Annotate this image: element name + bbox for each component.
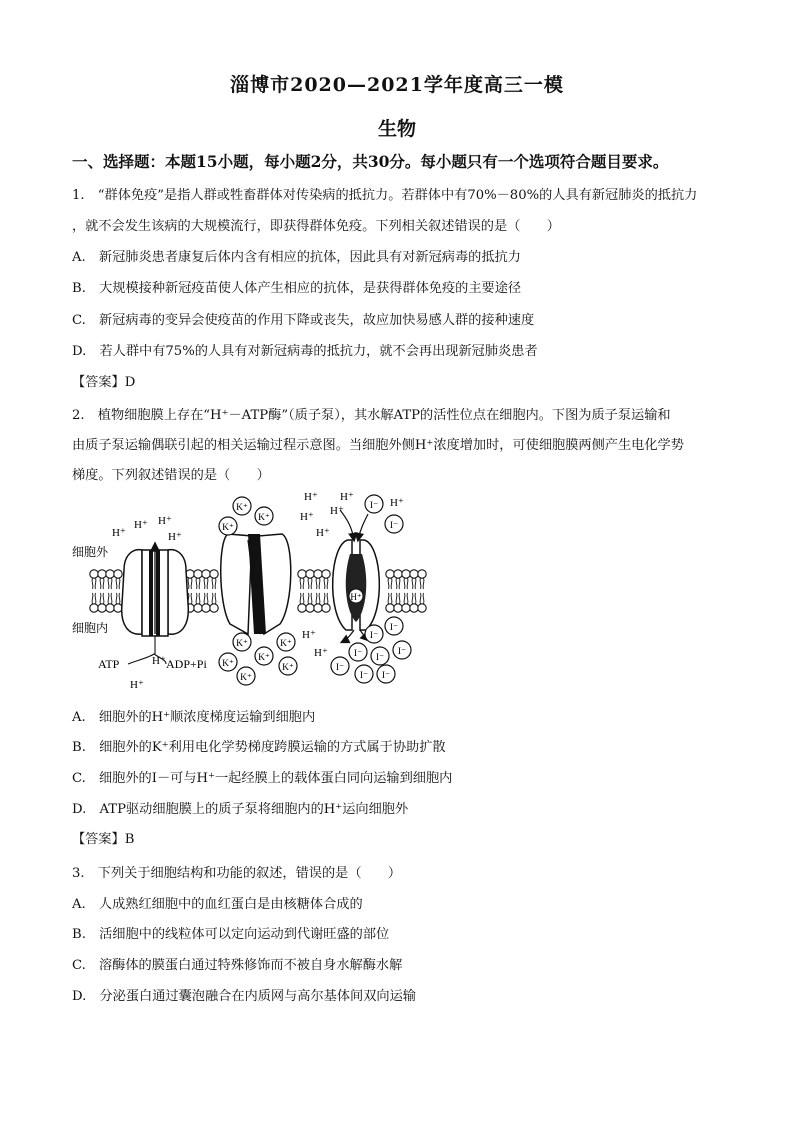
q3-option-d: D. 分泌蛋白通过囊泡融合在内质网与高尔基体间双向运输 [72, 989, 416, 1004]
lipid-head [418, 570, 426, 589]
k-ion: K⁺ [280, 639, 292, 649]
lipid-head [194, 593, 202, 612]
q2-option-d: D. ATP驱动细胞膜上的质子泵将细胞内的H⁺运向细胞外 [72, 802, 409, 817]
i-ion: I⁻ [359, 671, 369, 681]
lipid-head [90, 570, 98, 589]
i-ion: I⁻ [381, 671, 391, 681]
lipid-head [418, 593, 426, 612]
h-ion: H⁺ [314, 647, 328, 659]
h-ion: H⁺ [340, 491, 354, 503]
q3-stem: 3. 下列关于细胞结构和功能的叙述，错误的是（ ） [72, 866, 402, 881]
q3-option-a: A. 人成熟红细胞中的血红蛋白是由核糖体合成的 [72, 897, 363, 912]
svg-text:H⁺: H⁺ [350, 592, 362, 602]
h-ion: H⁺ [316, 527, 330, 539]
label-atp: ATP [98, 657, 120, 671]
h-ion: H⁺ [130, 679, 144, 691]
label-adp: ADP+Pi [166, 657, 207, 671]
proton-pump-diagram [68, 484, 448, 698]
lipid-head [202, 570, 210, 589]
lipid-head [298, 570, 306, 589]
q2-stem-line2: 由质子泵运输偶联引起的相关运输过程示意图。当细胞外侧H⁺浓度增加时，可使细胞膜两侧产生电化学势 [72, 438, 684, 453]
i-ion: I⁻ [375, 653, 385, 663]
lipid-head [202, 593, 210, 612]
q2-stem-line3: 梯度。下列叙述错误的是（ ） [72, 468, 270, 483]
k-ions-outside [219, 497, 273, 535]
k-ion: K⁺ [282, 663, 294, 673]
lipid-head [314, 593, 322, 612]
lipid-head [210, 593, 218, 612]
k-ion: K⁺ [240, 673, 252, 683]
lipid-head [194, 570, 202, 589]
i-ion: I⁻ [353, 649, 363, 659]
lipid-head [210, 570, 218, 589]
lipid-head [410, 593, 418, 612]
q2-option-a: A. 细胞外的H⁺顺浓度梯度运输到细胞内 [72, 710, 316, 725]
h-ion: H⁺ [390, 497, 404, 509]
k-ion: K⁺ [222, 523, 234, 533]
lipid-head [106, 570, 114, 589]
q3-option-b: B. 活细胞中的线粒体可以定向运动到代谢旺盛的部位 [72, 927, 390, 942]
q2-answer: 【答案】B [72, 832, 135, 847]
k-ion: K⁺ [258, 513, 270, 523]
page-title: 淄博市2020—2021学年度高三一模 [230, 74, 564, 96]
lipid-head [98, 593, 106, 612]
lipid-head [314, 570, 322, 589]
h-ion: H⁺ [300, 511, 314, 523]
q1-stem-line1: 1. “群体免疫”是指人群或牲畜群体对传染病的抵抗力。若群体中有70%－80%的人具有新冠肺炎的抵抗力 [72, 188, 698, 203]
lipid-head [394, 593, 402, 612]
lipid-head [90, 593, 98, 612]
h-ion: H⁺ [302, 629, 316, 641]
lipid-head [402, 570, 410, 589]
i-ion: I⁻ [389, 623, 399, 633]
lipid-head [394, 570, 402, 589]
lipid-head [306, 593, 314, 612]
h-ion: H⁺ [304, 491, 318, 503]
lipid-head [402, 593, 410, 612]
q1-stem-line2: ，就不会发生该病的大规模流行，即获得群体免疫。下列相关叙述错误的是（ ） [72, 219, 560, 234]
q1-option-b: B. 大规模接种新冠疫苗使人体产生相应的抗体，是获得群体免疫的主要途径 [72, 281, 522, 296]
k-ion: K⁺ [222, 659, 234, 669]
q2-option-c: C. 细胞外的I－可与H⁺一起经膜上的载体蛋白同向运输到细胞内 [72, 771, 453, 786]
k-ions-inside [219, 633, 297, 685]
lipid-head [114, 570, 122, 589]
potassium-channel [221, 534, 291, 634]
h-ion: H⁺ [330, 505, 344, 517]
label-inside: 细胞内 [72, 621, 109, 635]
label-outside: 细胞外 [72, 545, 109, 559]
i-ion: I⁻ [397, 647, 407, 657]
proton-pump [122, 544, 189, 636]
section-heading: 一、选择题：本题15小题，每小题2分，共30分。每小题只有一个选项符合题目要求。 [72, 152, 669, 171]
h-ion: H⁺ [112, 527, 126, 539]
k-ion: K⁺ [236, 639, 248, 649]
k-ion: K⁺ [258, 653, 270, 663]
h-ion: H⁺ [152, 655, 166, 667]
q1-option-c: C. 新冠病毒的变异会使疫苗的作用下降或丧失，故应加快易感人群的接种速度 [72, 313, 535, 328]
lipid-head [106, 593, 114, 612]
lipid-head [322, 570, 330, 589]
lipid-head [298, 593, 306, 612]
q1-answer: 【答案】D [72, 375, 136, 390]
q2-option-b: B. 细胞外的K⁺利用电化学势梯度跨膜运输的方式属于协助扩散 [72, 740, 446, 755]
q1-option-a: A. 新冠肺炎患者康复后体内含有相应的抗体，因此具有对新冠病毒的抵抗力 [72, 250, 521, 265]
i-ion: I⁻ [389, 521, 399, 531]
iodide-symporter [333, 510, 380, 642]
q3-option-c: C. 溶酶体的膜蛋白通过特殊修饰而不被自身水解酶水解 [72, 958, 403, 973]
lipid-head [386, 593, 394, 612]
h-ion: H⁺ [158, 515, 172, 527]
i-ion: I⁻ [369, 631, 379, 641]
q2-stem-line1: 2. 植物细胞膜上存在“H⁺－ATP酶”（质子泵），其水解ATP的活性位点在细胞内。下图为质子泵运输和 [72, 408, 671, 423]
k-ion: K⁺ [236, 503, 248, 513]
lipid-head [322, 593, 330, 612]
i-ion: I⁻ [369, 501, 379, 511]
lipid-head [386, 570, 394, 589]
lipid-head [306, 570, 314, 589]
lipid-head [410, 570, 418, 589]
i-ion: I⁻ [335, 663, 345, 673]
lipid-head [98, 570, 106, 589]
q1-option-d: D. 若人群中有75%的人具有对新冠病毒的抵抗力，就不会再出现新冠肺炎患者 [72, 344, 538, 359]
subject-heading: 生物 [377, 118, 416, 140]
h-ion: H⁺ [134, 519, 148, 531]
h-ion: H⁺ [168, 531, 182, 543]
